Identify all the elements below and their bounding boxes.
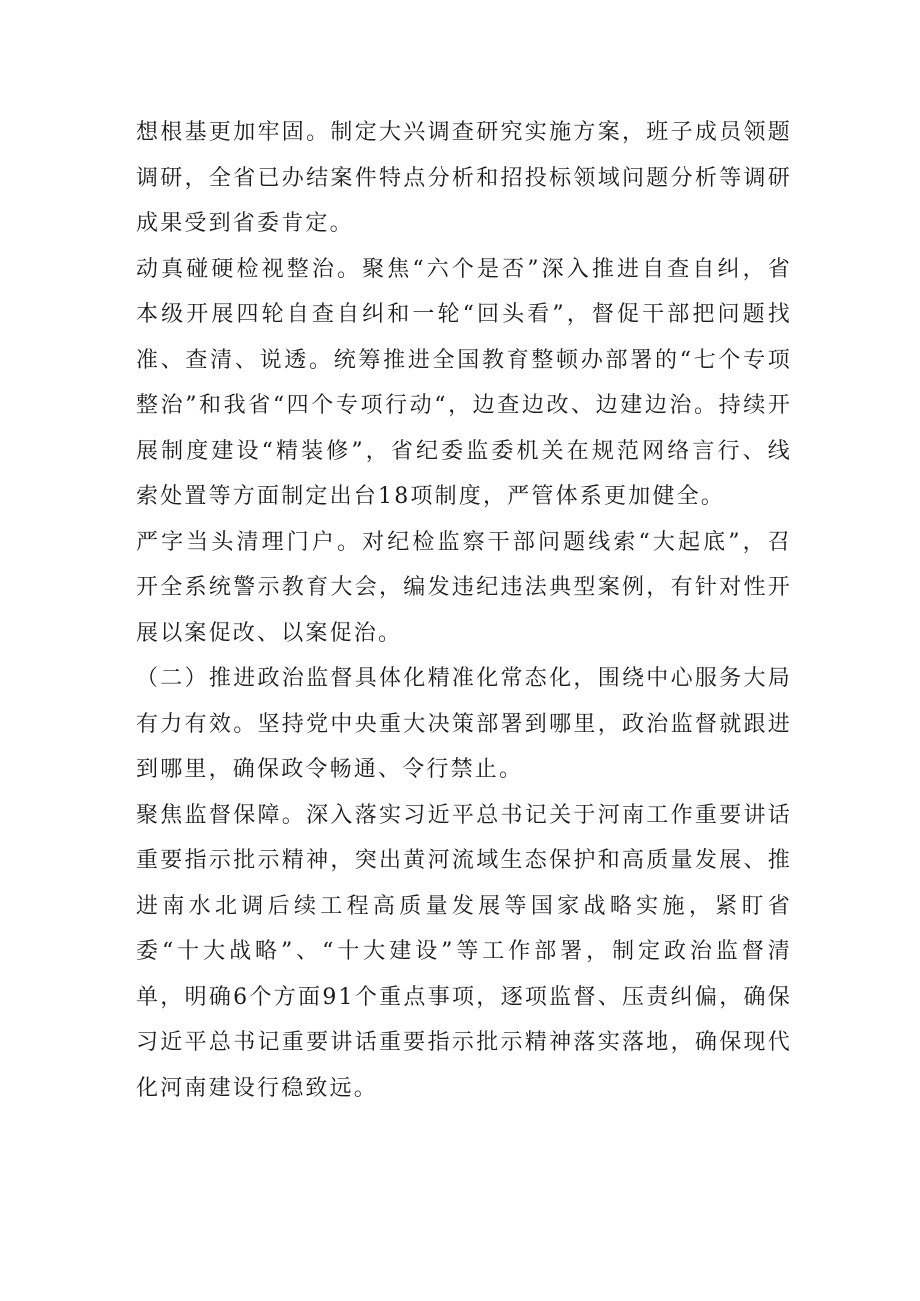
paragraph-supervision: 聚焦监督保障。深入落实习近平总书记关于河南工作重要讲话重要指示批示精神，突出黄河流域生态保护和高质量发展、推进南水北调后续工程高质量发展等国家战略实施，紧盯省委“十大战略”、“十大建设”等工作部署，制定政治监督清单，明确6个方面91个重点事项，逐项监督、压责纠偏，确保习近平总书记重要讲话重要指示批示精神落实落地，确保现代化河南建设行稳致远。 — [136, 802, 792, 1101]
paragraph-rectification: 动真碰硬检视整治。聚焦“六个是否”深入推进自查自纠，省本级开展四轮自查自纠和一轮“回头看”，督促干部把问题找准、查清、说透。统筹推进全国教育整顿办部署的“七个专项整治”和我省“四个专项行动“，边查边改、边建边治。持续开展制度建设“精装修”，省纪委监委机关在规范网络言行、线索处置等方面制定出台18项制度，严管体系更加健全。 — [136, 256, 792, 509]
paragraph-section-two: （二）推进政治监督具体化精准化常态化，围绕中心服务大局有力有效。坚持党中央重大决策部署到哪里，政治监督就跟进到哪里，确保政令畅通、令行禁止。 — [136, 666, 792, 782]
document-body — [136, 110, 792, 1111]
paragraph-strictness: 严字当头清理门户。对纪检监察干部问题线索“大起底”，召开全系统警示教育大会，编发违纪违法典型案例，有针对性开展以案促改、以案促治。 — [136, 529, 792, 646]
paragraph-research: 想根基更加牢固。制定大兴调查研究实施方案，班子成员领题调研，全省已办结案件特点分析和招投标领域问题分析等调研成果受到省委肯定。 — [136, 120, 792, 236]
